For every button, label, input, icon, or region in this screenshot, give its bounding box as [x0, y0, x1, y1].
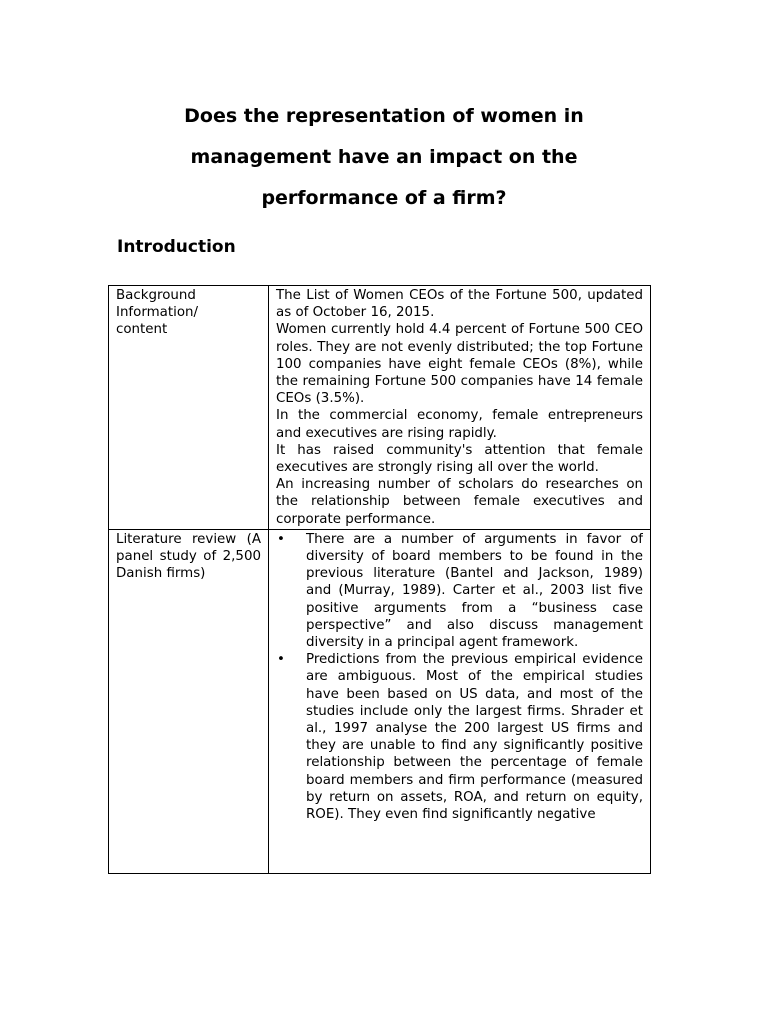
document-title: [108, 96, 660, 219]
bullet-icon: •: [277, 652, 285, 668]
row-content-cell: [269, 286, 651, 530]
content-paragraph: It has raised community's attention that female executives are strongly rising all over the world.: [276, 442, 643, 476]
introduction-table: [108, 285, 651, 874]
table-row: [109, 529, 651, 873]
row-label-line: Information/: [116, 305, 199, 321]
title-line: performance of a firm?: [261, 187, 507, 209]
content-paragraph: The List of Women CEOs of the Fortune 500, updated as of October 16, 2015.: [276, 288, 643, 321]
bullet-list: [276, 531, 643, 823]
title-line: management have an impact on the: [190, 146, 578, 168]
list-item: [276, 651, 643, 823]
title-line: Does the representation of women in: [184, 105, 584, 127]
list-item: [276, 531, 643, 651]
bullet-icon: •: [277, 531, 285, 547]
row-content-cell: [269, 529, 651, 873]
bullet-list-container: [276, 531, 643, 872]
table-row: [109, 286, 651, 530]
list-item-text: There are a number of arguments in favor of diversity of board members to be found in the previous literature (Bantel and Jackson, 1989) and (Murray, 1989). Carter et al., 2003 list five positive arguments from a “business case perspective” and also discuss management diversity in a principal agent framework.: [306, 531, 643, 651]
row-label-cell: [109, 529, 269, 873]
row-label-line: content: [116, 322, 168, 338]
row-label-text: Literature review (A panel study of 2,500 Danish firms): [116, 531, 261, 582]
content-paragraph: In the commercial economy, female entrepreneurs and executives are rising rapidly.: [276, 408, 643, 441]
content-paragraph: Women currently hold 4.4 percent of Fortune 500 CEO roles. They are not evenly distributed; the top Fortune 100 companies have eight female CEOs (8%), while the remaining Fortune 500 companies have 14 female CEOs (3.5%).: [276, 322, 643, 407]
row-label-cell: [109, 286, 269, 530]
row-label-line: Background: [116, 288, 196, 303]
section-heading: Introduction: [117, 237, 236, 257]
list-item-text: Predictions from the previous empirical evidence are ambiguous. Most of the empirical studies have been based on US data, and most of the studies include only the largest firms. Shrader et al., 1997 analyse the 200 largest US firms and they are unable to find any significantly positive relationship between the percentage of female board members and firm performance (measured by return on assets, ROA, and return on equity, ROE). They even find significantly negative: [306, 652, 643, 823]
content-paragraph: An increasing number of scholars do researches on the relationship between female executives and corporate performance.: [276, 477, 643, 527]
